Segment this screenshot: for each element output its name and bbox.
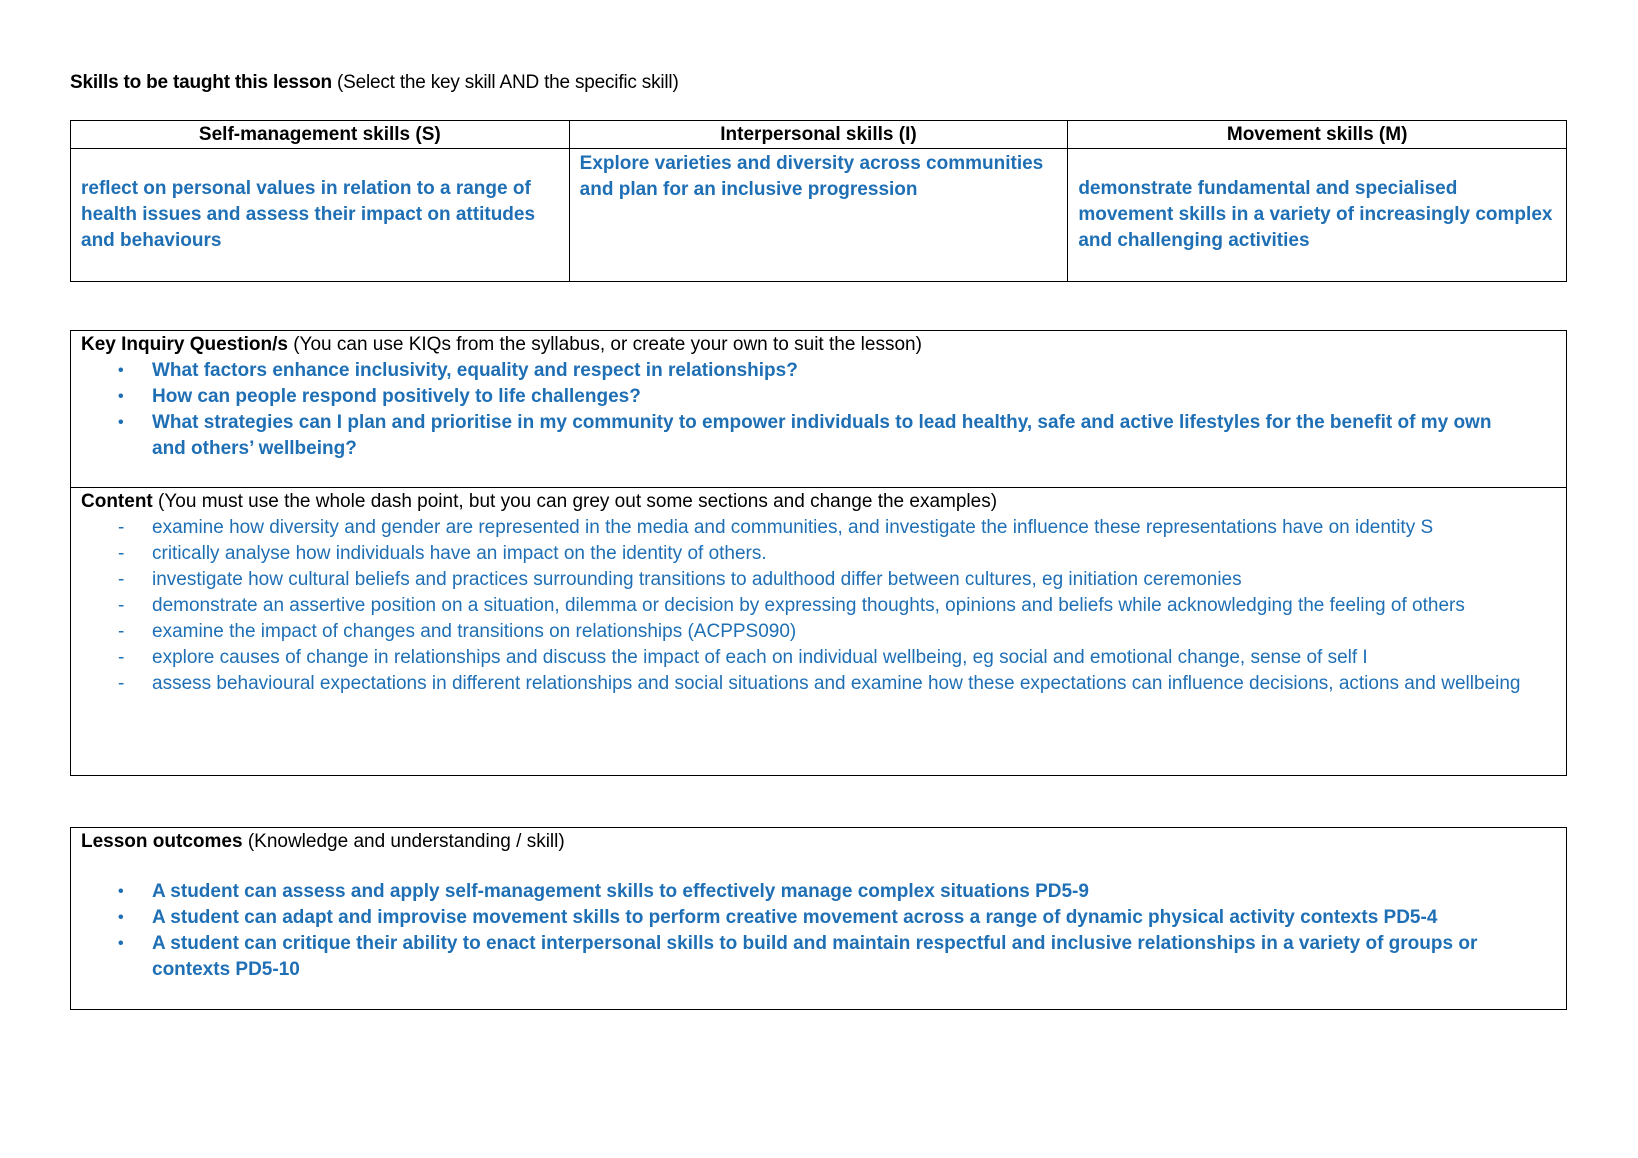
dash-icon: - [118,621,125,642]
content-item[interactable] [71,671,1566,697]
content-list [71,515,1566,697]
bullet-icon: • [118,883,124,900]
dash-icon: - [118,543,125,564]
content-item-text: assess behavioural expectations in different relationships and social situations and examine how these expectations can influence decisions, actions and wellbeing [152,673,1521,694]
skills-header-self-management: Self-management skills (S) [71,121,570,149]
skills-header-row [71,121,1567,149]
skills-header-movement: Movement skills (M) [1068,121,1567,149]
skills-value-self-management[interactable]: reflect on personal values in relation to a range of health issues and assess their impact on attitudes and behaviours [71,149,570,282]
bullet-icon: • [118,414,124,431]
skills-title-bold: Skills to be taught this lesson [70,72,332,93]
outcomes-title-note: (Knowledge and understanding / skill) [242,831,565,852]
kiq-title [71,331,1566,358]
kiq-content-box [70,330,1567,776]
outcomes-title [71,828,1566,855]
lesson-outcomes-box [70,827,1567,1010]
content-item[interactable] [71,593,1566,619]
content-item[interactable] [71,541,1566,567]
kiq-list [71,358,1566,462]
bullet-icon: • [118,935,124,952]
content-item-text: examine the impact of changes and transitions on relationships (ACPPS090) [152,621,797,642]
kiq-title-note: (You can use KIQs from the syllabus, or create your own to suit the lesson) [287,334,922,355]
content-item-text: explore causes of change in relationships and discuss the impact of each on individual wellbeing, eg social and emotional change, sense of self I [152,647,1368,668]
outcomes-list [71,879,1566,983]
content-item[interactable] [71,619,1566,645]
kiq-item-text: What strategies can I plan and prioritise in my community to empower individuals to lead healthy, safe and active lifestyles for the benefit of my own and others’ wellbeing? [152,412,1492,459]
dash-icon: - [118,595,125,616]
content-title-bold: Content [81,491,153,512]
skills-value-interpersonal[interactable]: Explore varieties and diversity across communities and plan for an inclusive progression [569,149,1068,282]
dash-icon: - [118,517,125,538]
kiq-item-text: How can people respond positively to life challenges? [152,386,641,407]
skills-section-title [70,70,679,96]
skills-title-note: (Select the key skill AND the specific skill) [331,72,679,93]
skills-value-row [71,149,1567,282]
bullet-icon: • [118,909,124,926]
kiq-section [71,331,1566,488]
dash-icon: - [118,673,125,694]
kiq-title-bold: Key Inquiry Question/s [81,334,288,355]
outcomes-title-bold: Lesson outcomes [81,831,243,852]
content-title-note: (You must use the whole dash point, but you can grey out some sections and change the examples) [152,491,998,512]
content-item[interactable] [71,567,1566,593]
outcomes-spacer [71,855,1566,879]
content-item-text: investigate how cultural beliefs and practices surrounding transitions to adulthood differ between cultures, eg initiation ceremonies [152,569,1242,590]
content-item-text: examine how diversity and gender are represented in the media and communities, and investigate the influence these representations have on identity S [152,517,1434,538]
dash-icon: - [118,647,125,668]
kiq-item[interactable] [71,358,1566,384]
outcome-item[interactable] [71,879,1566,905]
content-item-text: demonstrate an assertive position on a situation, dilemma or decision by expressing thoughts, opinions and beliefs while acknowledging the feeling of others [152,595,1465,616]
skills-value-movement[interactable]: demonstrate fundamental and specialised movement skills in a variety of increasingly complex and challenging activities [1068,149,1567,282]
outcome-item-text: A student can critique their ability to enact interpersonal skills to build and maintain respectful and inclusive relationships in a variety of groups or contexts PD5-10 [152,933,1478,980]
bullet-icon: • [118,388,124,405]
content-title [71,488,1566,515]
skills-header-interpersonal: Interpersonal skills (I) [569,121,1068,149]
bullet-icon: • [118,362,124,379]
dash-icon: - [118,569,125,590]
kiq-item[interactable] [71,410,1566,462]
content-item[interactable] [71,645,1566,671]
content-item-text: critically analyse how individuals have an impact on the identity of others. [152,543,767,564]
outcome-item-text: A student can assess and apply self-management skills to effectively manage complex situations PD5-9 [152,881,1089,902]
kiq-item-text: What factors enhance inclusivity, equality and respect in relationships? [152,360,798,381]
outcome-item-text: A student can adapt and improvise movement skills to perform creative movement across a range of dynamic physical activity contexts PD5-4 [152,907,1438,928]
outcome-item[interactable] [71,931,1566,983]
content-item[interactable] [71,515,1566,541]
kiq-item[interactable] [71,384,1566,410]
outcome-item[interactable] [71,905,1566,931]
skills-table [70,120,1567,282]
content-section [71,488,1566,697]
